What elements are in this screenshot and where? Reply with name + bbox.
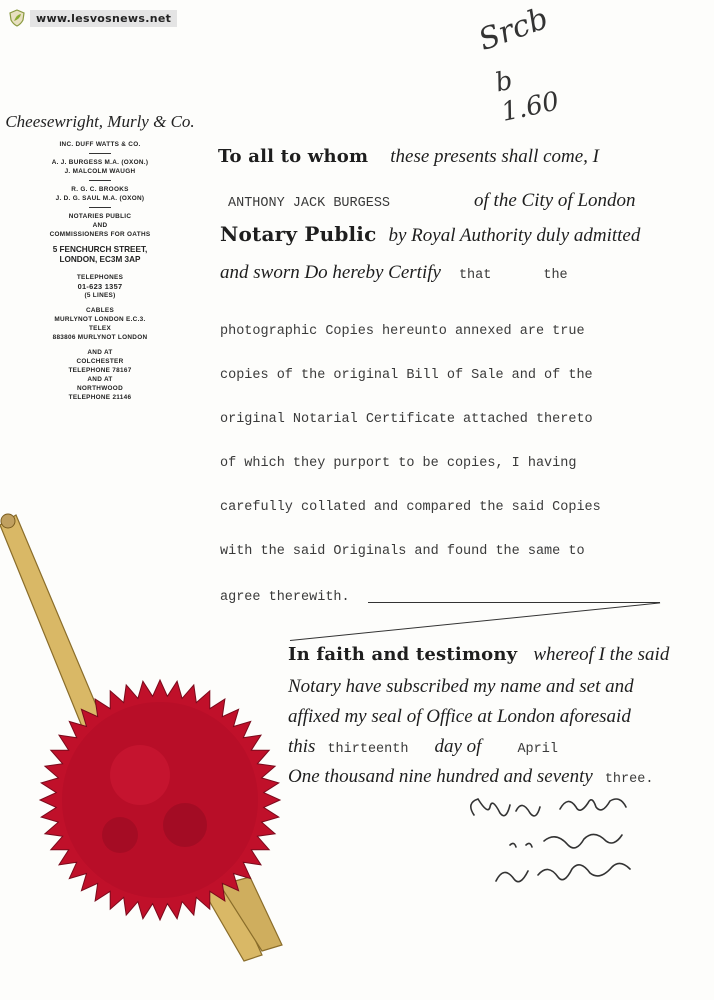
partner-name: J. MALCOLM WAUGH (64, 168, 136, 175)
telex-number: 883806 MURLYNOT LONDON (52, 334, 148, 341)
faith-script: whereof I the said (533, 644, 670, 665)
firm-titles (0, 212, 200, 239)
shield-leaf-icon (8, 9, 26, 27)
notary-title: Notary Public (220, 222, 377, 246)
office-telephone: TELEPHONE 78167 (68, 367, 132, 374)
day-of: day of (434, 736, 482, 757)
day-word: thirteenth (327, 742, 409, 757)
firm-address (0, 245, 200, 265)
notary-line (228, 190, 636, 212)
telephone-number: 01-623 1357 (77, 282, 123, 291)
telephone-label: TELEPHONES (76, 274, 124, 281)
body-line-6: with the said Originals and found the same to (220, 544, 585, 559)
address-line: 5 FENCHURCH STREET, (52, 245, 148, 254)
affixed-line: affixed my seal of Office at London aforesaid (288, 706, 631, 727)
year-script: One thousand nine hundred and seventy (288, 766, 593, 787)
telex-label: TELEX (88, 325, 112, 332)
opening-script: these presents shall come, I (390, 146, 600, 167)
watermark (8, 8, 177, 28)
date-line (288, 736, 558, 758)
title-line (220, 222, 640, 247)
partners-group-1 (0, 158, 200, 176)
firm-successor: INC. DUFF WATTS & CO. (59, 141, 141, 148)
firm-name: Cheesewright, Murly & Co. (5, 112, 195, 131)
subscribed-line: Notary have subscribed my name and set and (288, 676, 634, 697)
cables-block (0, 306, 200, 342)
body-line-4: of which they purport to be copies, I having (220, 456, 577, 471)
telephone-lines: (5 LINES) (84, 292, 116, 299)
offices-block (0, 348, 200, 402)
partner-name: J. D. G. SAUL M.A. (OXON) (55, 195, 145, 202)
body-line-7: agree therewith. (220, 590, 350, 605)
office-connector: AND AT (87, 376, 113, 383)
body-line-1: photographic Copies hereunto annexed are true (220, 324, 585, 339)
office-name: COLCHESTER (76, 358, 124, 365)
closing-rule (368, 602, 660, 603)
sworn-line (220, 262, 568, 284)
partner-name: A. J. BURGESS M.A. (OXON.) (51, 159, 149, 166)
annotation-line-1: Srcb (474, 0, 553, 59)
notary-name: ANTHONY JACK BURGESS (228, 196, 391, 211)
wax-seal (0, 505, 300, 975)
body-line-5: carefully collated and compared the said Copies (220, 500, 601, 515)
title-line: COMMISSIONERS FOR OATHS (49, 231, 151, 238)
body-line-3: original Notarial Certificate attached thereto (220, 412, 593, 427)
office-name: NORTHWOOD (76, 385, 123, 392)
opening-line (218, 146, 599, 168)
title-line: AND (92, 222, 108, 229)
handwritten-annotation (470, 0, 580, 128)
opening-gothic: To all to whom (218, 146, 369, 167)
office-telephone: TELEPHONE 21146 (68, 394, 132, 401)
month-word: April (517, 742, 558, 757)
sworn-text: and sworn Do hereby Certify (220, 262, 441, 283)
partner-name: R. G. C. BROOKS (71, 186, 129, 193)
authority-text: by Royal Authority duly admitted (388, 225, 641, 246)
this-word: this (288, 736, 316, 757)
telephone-block (0, 273, 200, 300)
year-typed: three. (604, 772, 654, 787)
notary-city: of the City of London (474, 190, 636, 211)
the-word: the (543, 268, 568, 283)
partners-group-2 (0, 185, 200, 203)
that-word: that (458, 268, 492, 283)
body-line-2: copies of the original Bill of Sale and of the (220, 368, 593, 383)
address-line: LONDON, EC3M 3AP (59, 255, 141, 264)
diagonal-rule (290, 602, 660, 641)
title-line: NOTARIES PUBLIC (68, 213, 132, 220)
cables-address: MURLYNOT LONDON E.C.3. (54, 316, 146, 323)
cables-label: CABLES (85, 307, 115, 314)
divider (89, 207, 111, 208)
divider (89, 180, 111, 181)
faith-line (288, 644, 669, 666)
watermark-text: www.lesvosnews.net (30, 10, 177, 27)
annotation-line-2: b 1.60 (492, 65, 562, 128)
office-connector: AND AT (87, 349, 113, 356)
faith-gothic: In faith and testimony (288, 644, 518, 665)
notary-signature (460, 785, 660, 895)
letterhead (0, 112, 200, 402)
divider (89, 153, 111, 154)
